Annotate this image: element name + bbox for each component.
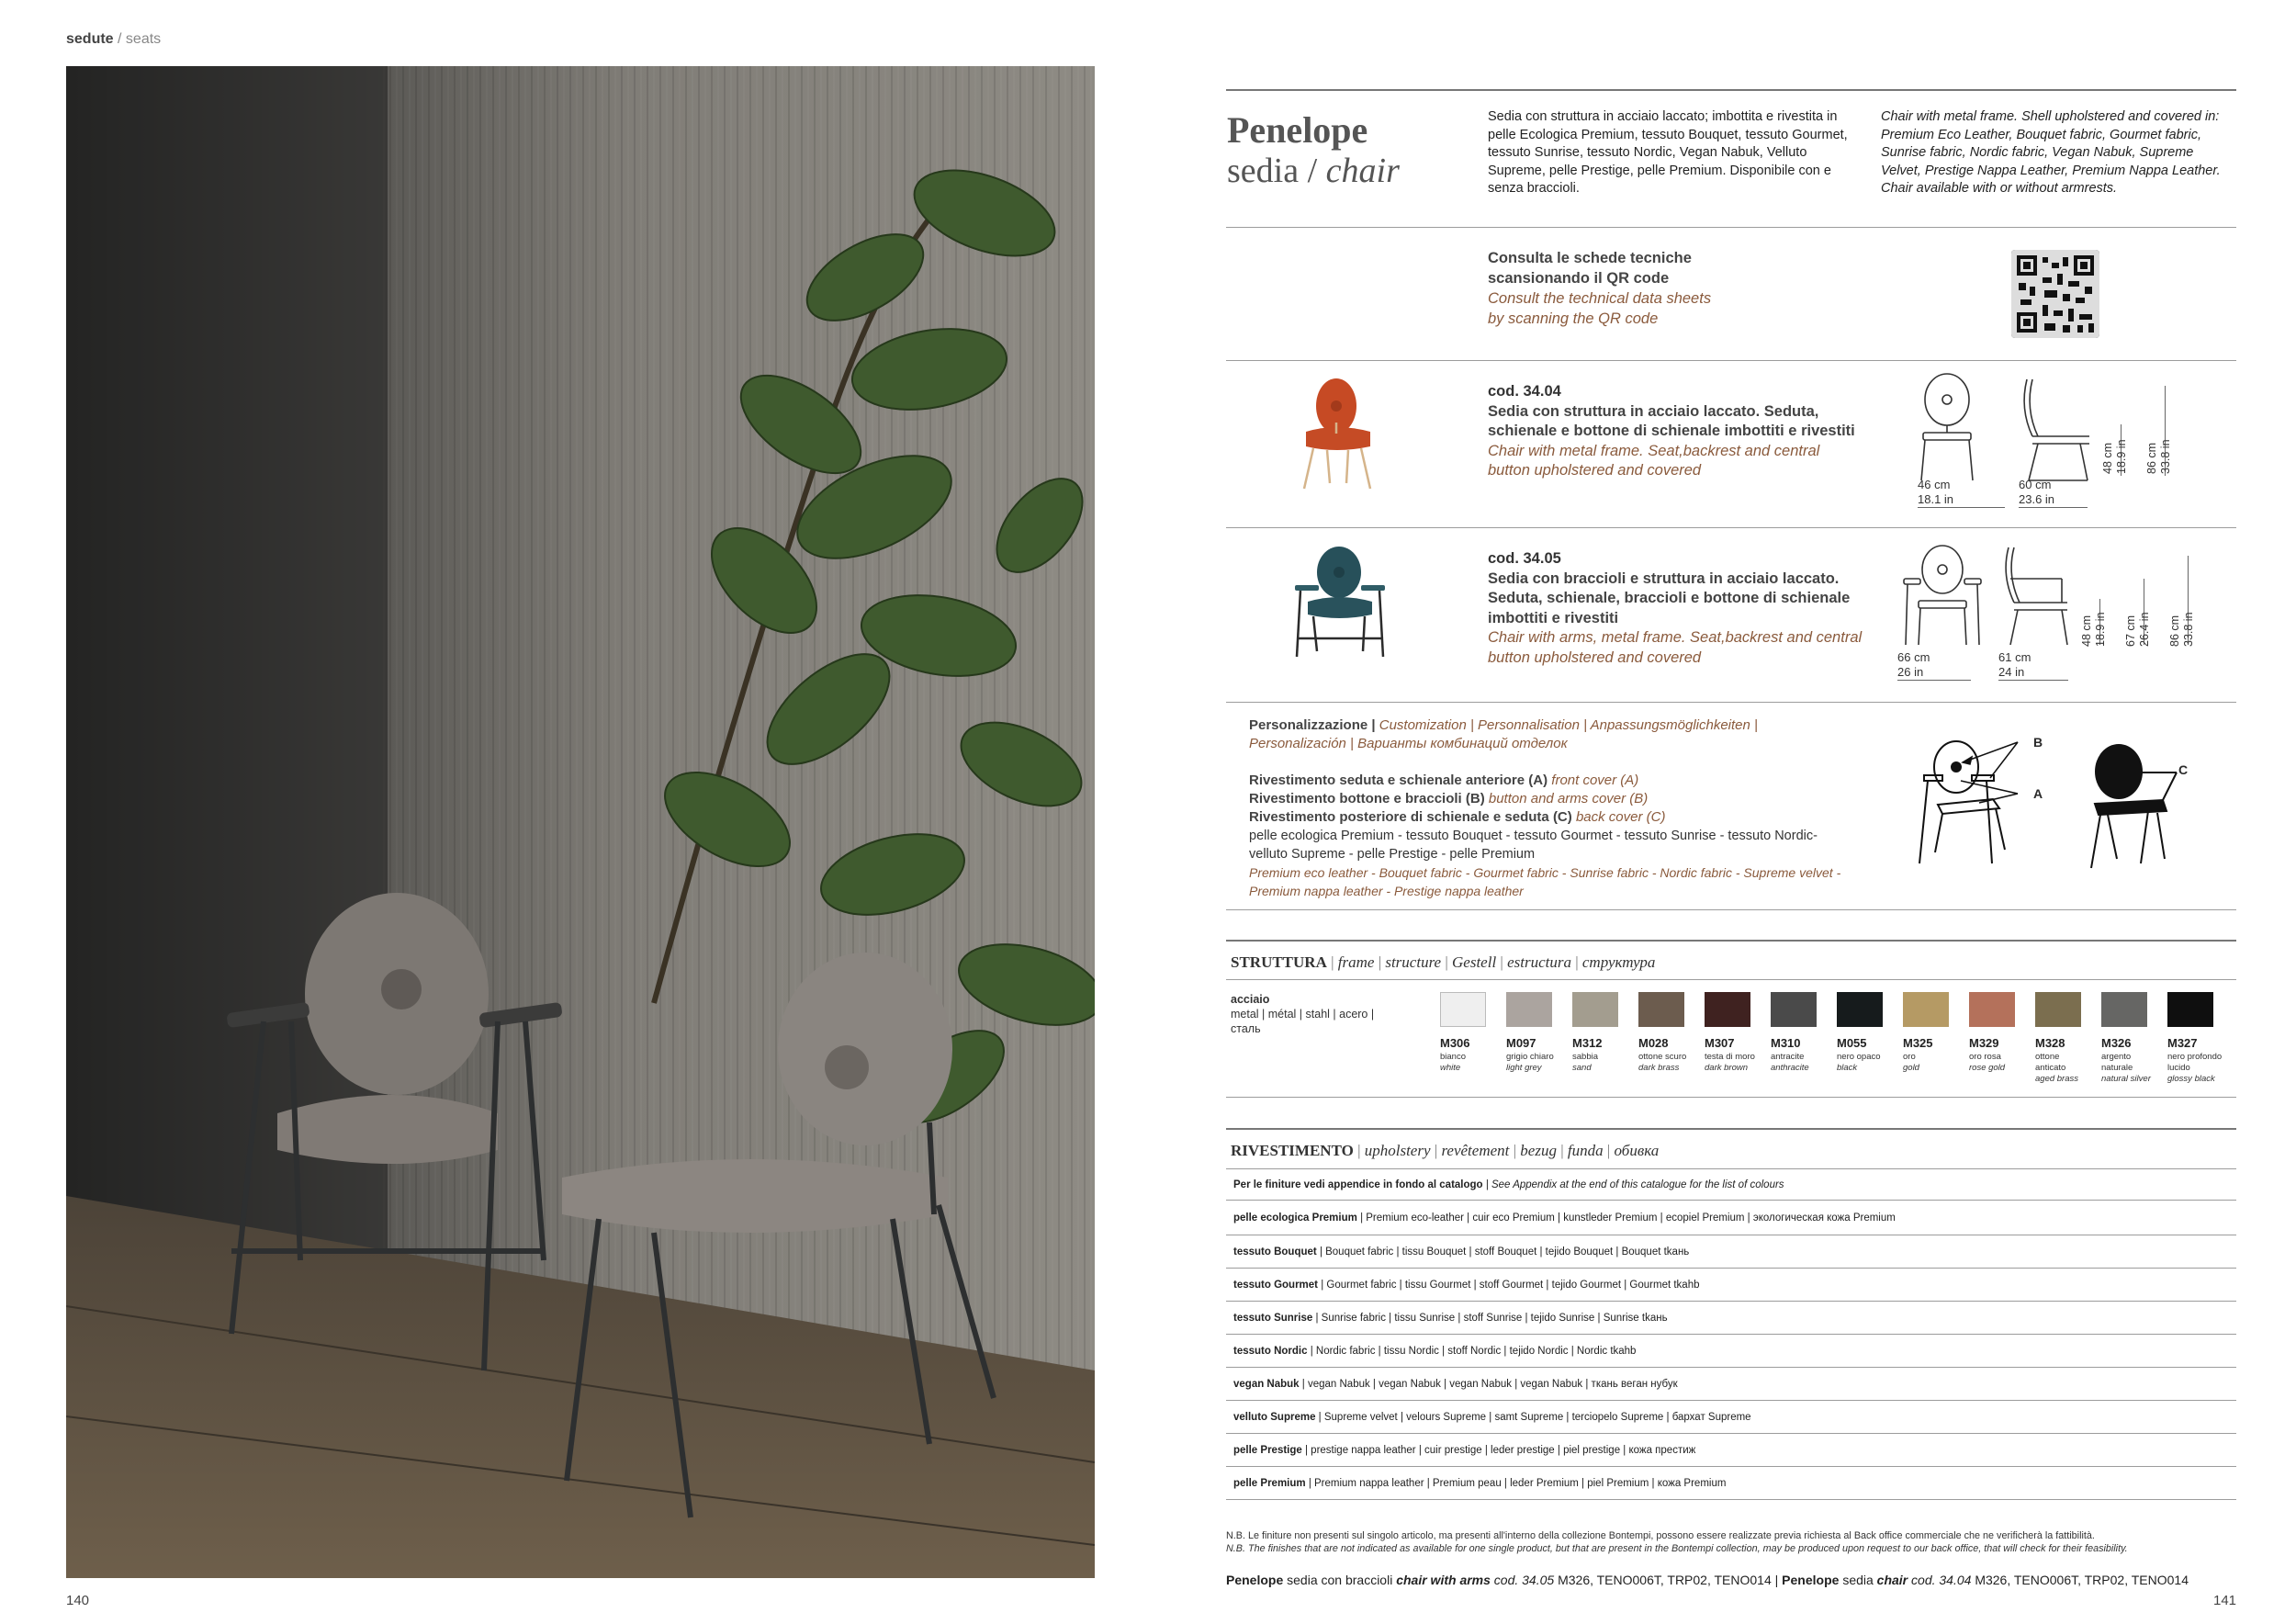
swatch-code: M055 <box>1837 1036 1867 1050</box>
upholstery-row-name: pelle ecologica Premium <box>1233 1212 1357 1224</box>
swatch-name-it: grigio chiaro <box>1506 1052 1554 1062</box>
section-label: sedute <box>66 31 114 47</box>
upholstery-row-name: vegan Nabuk <box>1233 1379 1300 1390</box>
swatch-code: M310 <box>1771 1036 1801 1050</box>
upholstery-heading: RIVESTIMENTO <box>1231 1142 1354 1159</box>
upholstery-rule-5 <box>1226 1334 2236 1335</box>
customization-title-tr2: Personalización | Варианты комбинаций отделок <box>1249 736 1568 751</box>
photo-caption <box>1226 1573 2189 1587</box>
swatch-label <box>1771 1052 1842 1074</box>
upholstery-row-name: velluto Supreme <box>1233 1412 1316 1423</box>
upholstery-row-tr: | Sunrise fabric | tissu Sunrise | stoff Sunrise | tejido Sunrise | Sunrise tkaнь <box>1315 1313 1668 1324</box>
product-description-en: Chair with metal frame. Shell upholstered and covered in: Premium Eco Leather, Bouquet fabric, Gourmet fabric, Sunrise fabric, Nordic fabric, Vegan Nabuk, Supreme Velvet, Prestige Nappa Leather, Premium Nappa Leather. Chair available with or without armrests. <box>1881 109 2221 196</box>
item-image-3404 <box>1286 367 1387 496</box>
upholstery-row <box>1233 1313 1668 1324</box>
caption-name-1: Penelope <box>1226 1573 1284 1587</box>
upholstery-row-tr: | vegan Nabuk | vegan Nabuk | vegan Nabuk | vegan Nabuk | ткань веган нубук <box>1301 1379 1678 1390</box>
footnote-it: N.B. Le finiture non presenti sul singolo articolo, ma presenti all'interno della collezione Bontempi, possono essere realizzate previa richiesta al Back office commerciale che ne verificherà la fattibilità. <box>1226 1530 2095 1541</box>
dim-h2-in-3405: 26.4 in <box>2138 612 2151 647</box>
product-name: Penelope <box>1227 109 1368 151</box>
dim-h1-cm-3405: 48 cm <box>2080 615 2093 647</box>
upholstery-row-name: pelle Premium <box>1233 1478 1306 1489</box>
front-view-drawing-3404 <box>1910 372 2030 487</box>
frame-material-name: acciaio <box>1231 993 1270 1006</box>
item-text-3404 <box>1488 382 1864 481</box>
upholstery-row-tr: | Premium eco-leather | cuir eco Premium | kunstleder Premium | ecopiel Premium | экологическая кожа Premium <box>1360 1212 1896 1224</box>
dim-h2-cm-3405: 67 cm <box>2124 615 2137 647</box>
dim-w2-cm-3404: 60 cm <box>2019 478 2052 491</box>
swatch-name-en: white <box>1440 1063 1461 1073</box>
caption-finish-1: M326, TENO006T, TRP02, TENO014 | <box>1558 1573 1779 1587</box>
upholstery-tr-2: bezug <box>1520 1142 1557 1159</box>
label-b: B <box>2033 735 2043 750</box>
cover-b <box>1249 790 1874 808</box>
rule-4 <box>1226 527 2236 528</box>
qr-text-line2: scansionando il QR code <box>1488 270 1670 287</box>
frame-material-tr1: metal | métal | stahl | acero | <box>1231 1008 1375 1021</box>
cover-c-en: back cover (C) <box>1575 809 1666 825</box>
upholstery-rule-8 <box>1226 1433 2236 1434</box>
swatch-name-it: sabbia <box>1572 1052 1598 1062</box>
swatch-label <box>2035 1052 2090 1085</box>
swatch-m097[interactable] <box>1506 992 1552 1027</box>
dim-depth-3404 <box>2019 478 2088 508</box>
materials-it-2: velluto Supreme - pelle Prestige - pelle Premium <box>1249 847 1536 862</box>
upholstery-note <box>1233 1179 1784 1190</box>
customization-block <box>1249 716 1874 900</box>
caption-code-1: cod. 34.05 <box>1493 1573 1555 1587</box>
qr-text <box>1488 248 1711 329</box>
swatch-label <box>1572 1052 1644 1074</box>
customization-title-tr1: Customization | Personnalisation | Anpassungsmöglichkeiten | <box>1379 717 1758 733</box>
dim-h2-in-3404: 33.8 in <box>2159 439 2172 474</box>
upholstery-rule-3 <box>1226 1268 2236 1269</box>
footnote-en: N.B. The finishes that are not indicated as available for one single product, but that are present in the Bontempi collection, may be produced upon request to our back office, that will check for their feasibility. <box>1226 1543 2128 1554</box>
cover-a <box>1249 772 1874 790</box>
dim-w2-cm-3405: 61 cm <box>1998 650 2032 664</box>
rule-3 <box>1226 360 2236 361</box>
qr-text-line4: by scanning the QR code <box>1488 310 1659 327</box>
swatch-m307[interactable] <box>1705 992 1750 1027</box>
swatch-label <box>2101 1052 2156 1085</box>
frame-material <box>1231 992 1374 1036</box>
swatch-label <box>1969 1052 2041 1074</box>
swatch-name-it: testa di moro <box>1705 1052 1755 1062</box>
product-description-it: Sedia con struttura in acciaio laccato; imbottita e rivestita in pelle Ecologica Premium, tessuto Bouquet, tessuto Gourmet, tessuto Sunrise, tessuto Nordic, Vegan Nabuk, Velluto Supreme, pelle Prestige, pelle Premium. Disponibile con e senza braccioli. <box>1488 109 1848 196</box>
upholstery-tr-1: revêtement <box>1441 1142 1510 1159</box>
rule-2 <box>1226 227 2236 228</box>
section-label-en: / seats <box>118 31 162 47</box>
dim-h1-cm-3404: 48 cm <box>2101 442 2114 474</box>
swatch-name-en: rose gold <box>1969 1063 2006 1073</box>
cover-c <box>1249 808 1874 827</box>
upholstery-row-name: tessuto Nordic <box>1233 1346 1308 1357</box>
upholstery-row-tr: | prestige nappa leather | cuir prestige | leder prestige | piel prestige | кожа престиж <box>1305 1445 1696 1456</box>
swatch-code: M307 <box>1705 1036 1735 1050</box>
top-rule <box>1226 89 2236 91</box>
swatch-m326[interactable] <box>2101 992 2147 1027</box>
dim-h3-in-3405: 33.8 in <box>2182 612 2195 647</box>
swatch-m328[interactable] <box>2035 992 2081 1027</box>
swatch-m306[interactable] <box>1440 992 1486 1027</box>
cover-a-en: front cover (A) <box>1551 773 1639 788</box>
upholstery-rule-10 <box>1226 1499 2236 1500</box>
dim-h3-cm-3405: 86 cm <box>2168 615 2181 647</box>
item-code-3404: cod. 34.04 <box>1488 383 1561 400</box>
dim-w2-in-3404: 23.6 in <box>2019 492 2055 506</box>
dim-h2-3405 <box>2124 612 2152 647</box>
upholstery-tr-3: funda <box>1567 1142 1604 1159</box>
caption-type-2-en: chair <box>1876 1573 1908 1587</box>
swatch-label <box>1638 1052 1710 1074</box>
customization-title-line1 <box>1249 716 1874 735</box>
swatch-name-en: gold <box>1903 1063 1919 1073</box>
cover-diagram-front <box>1915 735 2043 873</box>
swatch-code: M306 <box>1440 1036 1470 1050</box>
frame-tr-3: estructura <box>1507 953 1571 971</box>
cover-a-it: Rivestimento seduta e schienale anteriore (A) <box>1249 773 1548 788</box>
swatch-name-it: ottone anticato <box>2035 1052 2066 1073</box>
photo-illustration <box>66 66 1095 1578</box>
qr-text-line1: Consulta le schede tecniche <box>1488 250 1692 266</box>
upholstery-row <box>1233 1379 1678 1390</box>
swatch-name-it: nero opaco <box>1837 1052 1881 1062</box>
swatch-name-it: nero profondo lucido <box>2167 1052 2223 1073</box>
swatch-m327[interactable] <box>2167 992 2213 1027</box>
item-code-3405: cod. 34.05 <box>1488 550 1561 567</box>
swatch-name-en: black <box>1837 1063 1858 1073</box>
upholstery-row <box>1233 1478 1726 1489</box>
frame-tr-2: Gestell <box>1452 953 1497 971</box>
rule-6 <box>1226 909 2236 910</box>
materials-en-1: Premium eco leather - Bouquet fabric - Gourmet fabric - Sunrise fabric - Nordic fabric - Supreme velvet - <box>1249 865 1841 880</box>
swatch-name-it: antracite <box>1771 1052 1805 1062</box>
hero-photo <box>66 66 1095 1578</box>
upholstery-rule-4 <box>1226 1301 2236 1302</box>
page-number-right: 141 <box>2213 1593 2237 1608</box>
frame-material-tr2: сталь <box>1231 1022 1261 1035</box>
upholstery-row <box>1233 1445 1695 1456</box>
swatch-name-it: argento naturale <box>2101 1052 2133 1073</box>
swatch-code: M028 <box>1638 1036 1669 1050</box>
swatch-label <box>1903 1052 1975 1074</box>
item-text-3405 <box>1488 549 1864 668</box>
qr-text-line3: Consult the technical data sheets <box>1488 290 1712 307</box>
swatch-name-it: bianco <box>1440 1052 1466 1062</box>
swatch-code: M325 <box>1903 1036 1933 1050</box>
caption-type-1-en: chair with arms <box>1396 1573 1491 1587</box>
caption-code-2: cod. 34.04 <box>1911 1573 1972 1587</box>
item-desc-en-3404: Chair with metal frame. Seat,backrest and central button upholstered and covered <box>1488 442 1820 479</box>
dim-w1-cm-3405: 66 cm <box>1897 650 1930 664</box>
upholstery-row-tr: | Bouquet fabric | tissu Bouquet | stoff Bouquet | tejido Bouquet | Bouquet tkaнь <box>1319 1246 1690 1257</box>
swatch-m325[interactable] <box>1903 992 1949 1027</box>
frame-bottom-rule <box>1226 1097 2236 1098</box>
dim-width-3404 <box>1918 478 2005 508</box>
frame-tr-0: frame <box>1337 953 1375 971</box>
caption-finish-2: M326, TENO006T, TRP02, TENO014 <box>1975 1573 2189 1587</box>
upholstery-row <box>1233 1346 1636 1357</box>
swatch-m329[interactable] <box>1969 992 2015 1027</box>
upholstery-note-it: Per le finiture vedi appendice in fondo al catalogo <box>1233 1179 1483 1190</box>
page-number-left: 140 <box>66 1593 90 1608</box>
swatch-name-en: sand <box>1572 1063 1592 1073</box>
dim-w1-in-3405: 26 in <box>1897 665 1924 679</box>
dim-h2-cm-3404: 86 cm <box>2145 442 2158 474</box>
customization-title: Personalizzazione | <box>1249 717 1376 733</box>
label-a: A <box>2033 786 2043 801</box>
swatch-name-en: anthracite <box>1771 1063 1809 1073</box>
frame-top-rule <box>1226 940 2236 942</box>
product-subtitle <box>1227 151 1400 191</box>
item-desc-en-3405: Chair with arms, metal frame. Seat,backrest and central button upholstered and covered <box>1488 629 1863 666</box>
swatch-code: M312 <box>1572 1036 1603 1050</box>
dim-w2-in-3405: 24 in <box>1998 665 2025 679</box>
swatch-m310[interactable] <box>1771 992 1817 1027</box>
swatch-label <box>1506 1052 1578 1074</box>
upholstery-rule-7 <box>1226 1400 2236 1401</box>
frame-tr-4: структура <box>1581 953 1656 971</box>
caption-name-2: Penelope <box>1782 1573 1840 1587</box>
swatch-code: M097 <box>1506 1036 1536 1050</box>
materials-en-2: Premium nappa leather - Prestige nappa leather <box>1249 884 1524 898</box>
upholstery-row-name: tessuto Gourmet <box>1233 1280 1319 1291</box>
upholstery-rule-0 <box>1226 1168 2236 1169</box>
section-header <box>66 31 161 48</box>
dim-width-3405 <box>1897 650 1971 681</box>
cover-diagram-back <box>2080 739 2190 877</box>
upholstery-row-tr: | Nordic fabric | tissu Nordic | stoff Nordic | tejido Nordic | Nordic tkahb <box>1310 1346 1637 1357</box>
frame-mid-rule <box>1226 979 2236 980</box>
item-desc-it-3404: Sedia con struttura in acciaio laccato. Seduta, schienale e bottone di schienale imbottiti e rivestiti <box>1488 402 1855 439</box>
upholstery-note-en: | See Appendix at the end of this catalogue for the list of colours <box>1485 1179 1784 1190</box>
swatch-code: M328 <box>2035 1036 2065 1050</box>
cover-c-it: Rivestimento posteriore di schienale e seduta (C) <box>1249 809 1572 825</box>
rule-5 <box>1226 702 2236 703</box>
swatch-label <box>1705 1052 1776 1074</box>
dim-h3-3405 <box>2168 612 2196 647</box>
upholstery-row-name: tessuto Sunrise <box>1233 1313 1313 1324</box>
materials-it-1: pelle ecologica Premium - tessuto Bouquet - tessuto Gourmet - tessuto Sunrise - tessuto Nordic- <box>1249 829 1818 843</box>
upholstery-row <box>1233 1212 1896 1224</box>
product-subtitle-it: sedia / <box>1227 152 1318 190</box>
swatch-m312[interactable] <box>1572 992 1618 1027</box>
upholstery-heading-row: RIVESTIMENTO | upholstery | revêtement | bezug | funda | обивка <box>1231 1142 1660 1159</box>
swatch-code: M327 <box>2167 1036 2198 1050</box>
upholstery-tr-4: обивка <box>1614 1142 1660 1159</box>
swatch-name-en: dark brass <box>1638 1063 1680 1073</box>
swatch-code: M326 <box>2101 1036 2132 1050</box>
frame-tr-1: structure <box>1385 953 1442 971</box>
dim-h1-in-3404: 18.9 in <box>2115 439 2128 474</box>
dim-h1-3405 <box>2080 612 2108 647</box>
swatch-name-en: natural silver <box>2101 1074 2151 1084</box>
cover-b-en: button and arms cover (B) <box>1488 791 1649 806</box>
frame-heading: STRUTTURA <box>1231 953 1327 971</box>
swatch-name-it: oro rosa <box>1969 1052 2001 1062</box>
upholstery-row-tr: | Gourmet fabric | tissu Gourmet | stoff Gourmet | tejido Gourmet | Gourmet tkahb <box>1321 1280 1700 1291</box>
swatch-m028[interactable] <box>1638 992 1684 1027</box>
upholstery-row <box>1233 1246 1689 1257</box>
upholstery-top-rule <box>1226 1128 2236 1130</box>
product-subtitle-en: chair <box>1325 152 1400 190</box>
orange-chair-icon <box>1286 367 1387 496</box>
upholstery-row-tr: | Supreme velvet | velours Supreme | samt Supreme | terciopelo Supreme | бархат Supreme <box>1318 1412 1751 1423</box>
cover-b-it: Rivestimento bottone e braccioli (B) <box>1249 791 1485 806</box>
caption-type-2: sedia <box>1842 1573 1874 1587</box>
frame-heading-row: STRUTTURA | frame | structure | Gestell | estructura | структура <box>1231 953 1656 971</box>
label-c: C <box>2178 762 2189 777</box>
dim-h2-3404 <box>2145 439 2173 474</box>
footnote <box>1226 1529 2245 1555</box>
dim-depth-3405 <box>1998 650 2068 681</box>
upholstery-row-tr: | Premium nappa leather | Premium peau | leder Premium | piel Premium | кожа Premium <box>1308 1478 1727 1489</box>
upholstery-row <box>1233 1280 1699 1291</box>
swatch-label <box>1837 1052 1908 1074</box>
qr-code-pattern <box>2011 250 2099 338</box>
dim-h1-3404 <box>2101 439 2129 474</box>
blue-armchair-icon <box>1286 537 1391 666</box>
caption-type-1: sedia con braccioli <box>1287 1573 1393 1587</box>
qr-code[interactable] <box>2011 250 2099 338</box>
swatch-m055[interactable] <box>1837 992 1883 1027</box>
swatch-code: M329 <box>1969 1036 1999 1050</box>
swatch-name-en: glossy black <box>2167 1074 2215 1084</box>
swatch-label <box>1440 1052 1512 1074</box>
upholstery-rule-1 <box>1226 1200 2236 1201</box>
upholstery-row-name: tessuto Bouquet <box>1233 1246 1317 1257</box>
swatch-name-it: ottone scuro <box>1638 1052 1687 1062</box>
item-image-3405 <box>1286 537 1391 666</box>
upholstery-row <box>1233 1412 1751 1423</box>
swatch-label <box>2167 1052 2224 1085</box>
swatch-name-en: aged brass <box>2035 1074 2079 1084</box>
swatch-name-it: oro <box>1903 1052 1916 1062</box>
upholstery-rule-6 <box>1226 1367 2236 1368</box>
front-view-drawing-3405 <box>1896 542 2011 652</box>
upholstery-row-name: pelle Prestige <box>1233 1445 1302 1456</box>
dim-h1-in-3405: 18.9 in <box>2094 612 2107 647</box>
item-desc-it-3405: Sedia con braccioli e struttura in acciaio laccato. Seduta, schienale, braccioli e bottone di schienale imbottiti e rivestiti <box>1488 570 1851 626</box>
upholstery-tr-0: upholstery <box>1364 1142 1431 1159</box>
swatch-name-en: dark brown <box>1705 1063 1748 1073</box>
dim-w1-cm-3404: 46 cm <box>1918 478 1951 491</box>
dim-w1-in-3404: 18.1 in <box>1918 492 1954 506</box>
swatch-name-en: light grey <box>1506 1063 1542 1073</box>
upholstery-rule-9 <box>1226 1466 2236 1467</box>
